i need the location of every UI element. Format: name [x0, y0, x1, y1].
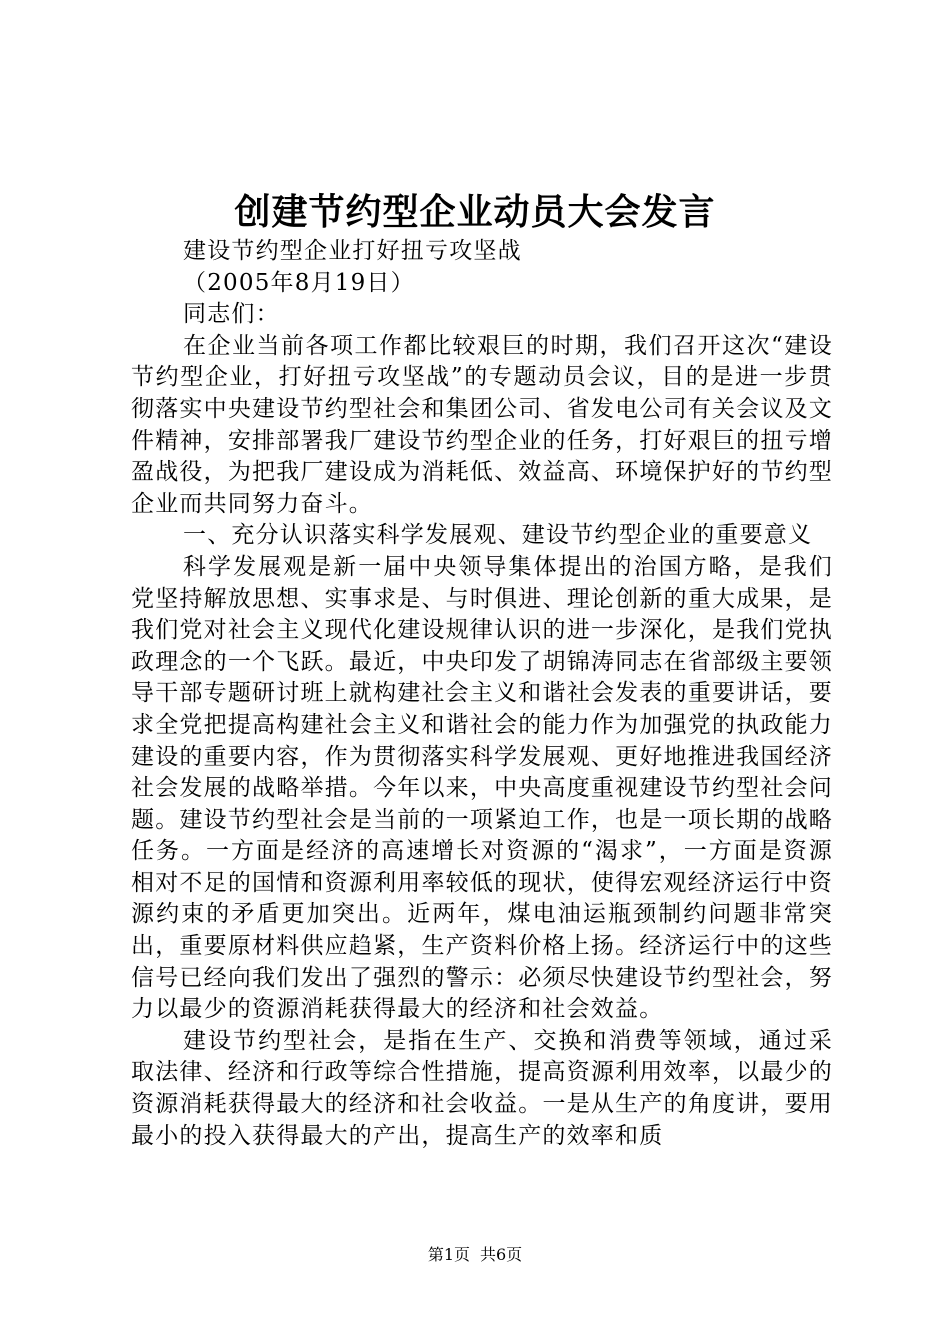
page-footer: [0, 1242, 950, 1265]
page-total: 共6页: [480, 1245, 523, 1264]
paragraph: 在企业当前各项工作都比较艰巨的时期，我们召开这次“建设节约型企业，打好扭亏攻坚战”的专题动员会议，目的是进一步贯彻落实中央建设节约型社会和集团公司、省发电公司有关会议及文件精神，安排部署我厂建设节约型企业的任务，打好艰巨的扭亏增盈战役，为把我厂建设成为消耗低、效益高、环境保护好的节约型企业而共同努力奋斗。: [131, 332, 833, 517]
page-number: 第1页: [427, 1245, 470, 1264]
document-title: 创建节约型企业动员大会发言: [234, 191, 716, 233]
subtitle: 建设节约型企业打好扭亏攻坚战: [183, 238, 522, 264]
paragraph: 建设节约型社会，是指在生产、交换和消费等领域，通过采取法律、经济和行政等综合性措施，提高资源利用效率，以最少的资源消耗获得最大的经济和社会收益。一是从生产的角度讲，要用最小的投入获得最大的产出，提高生产的效率和质: [131, 1027, 833, 1149]
salutation: 同志们：: [183, 301, 280, 328]
section-heading: 一、充分认识落实科学发展观、建设节约型企业的重要意义: [183, 522, 813, 549]
paragraph: 科学发展观是新一届中央领导集体提出的治国方略，是我们党坚持解放思想、实事求是、与时俱进、理论创新的重大成果，是我们党对社会主义现代化建设规律认识的进一步深化，是我们党执政理念的一个飞跃。最近，中央印发了胡锦涛同志在省部级主要领导干部专题研讨班上就构建社会主义和谐社会发表的重要讲话，要求全党把提高构建社会主义和谐社会的能力作为加强党的执政能力建设的重要内容，作为贯彻落实科学发展观、更好地推进我国经济社会发展的战略举措。今年以来，中央高度重视建设节约型社会问题。建设节约型社会是当前的一项紧迫工作，也是一项长期的战略任务。一方面是经济的高速增长对资源的“渴求”，一方面是资源相对不足的国情和资源利用率较低的现状，使得宏观经济运行中资源约束的矛盾更加突出。近两年，煤电油运瓶颈制约问题非常突出，重要原材料供应趋紧，生产资料价格上扬。经济运行中的这些信号已经向我们发出了强烈的警示：必须尽快建设节约型社会，努力以最少的资源消耗获得最大的经济和社会效益。: [131, 553, 833, 1023]
document-body: [131, 236, 833, 1152]
date-line: （2005年8月19日）: [183, 269, 415, 296]
